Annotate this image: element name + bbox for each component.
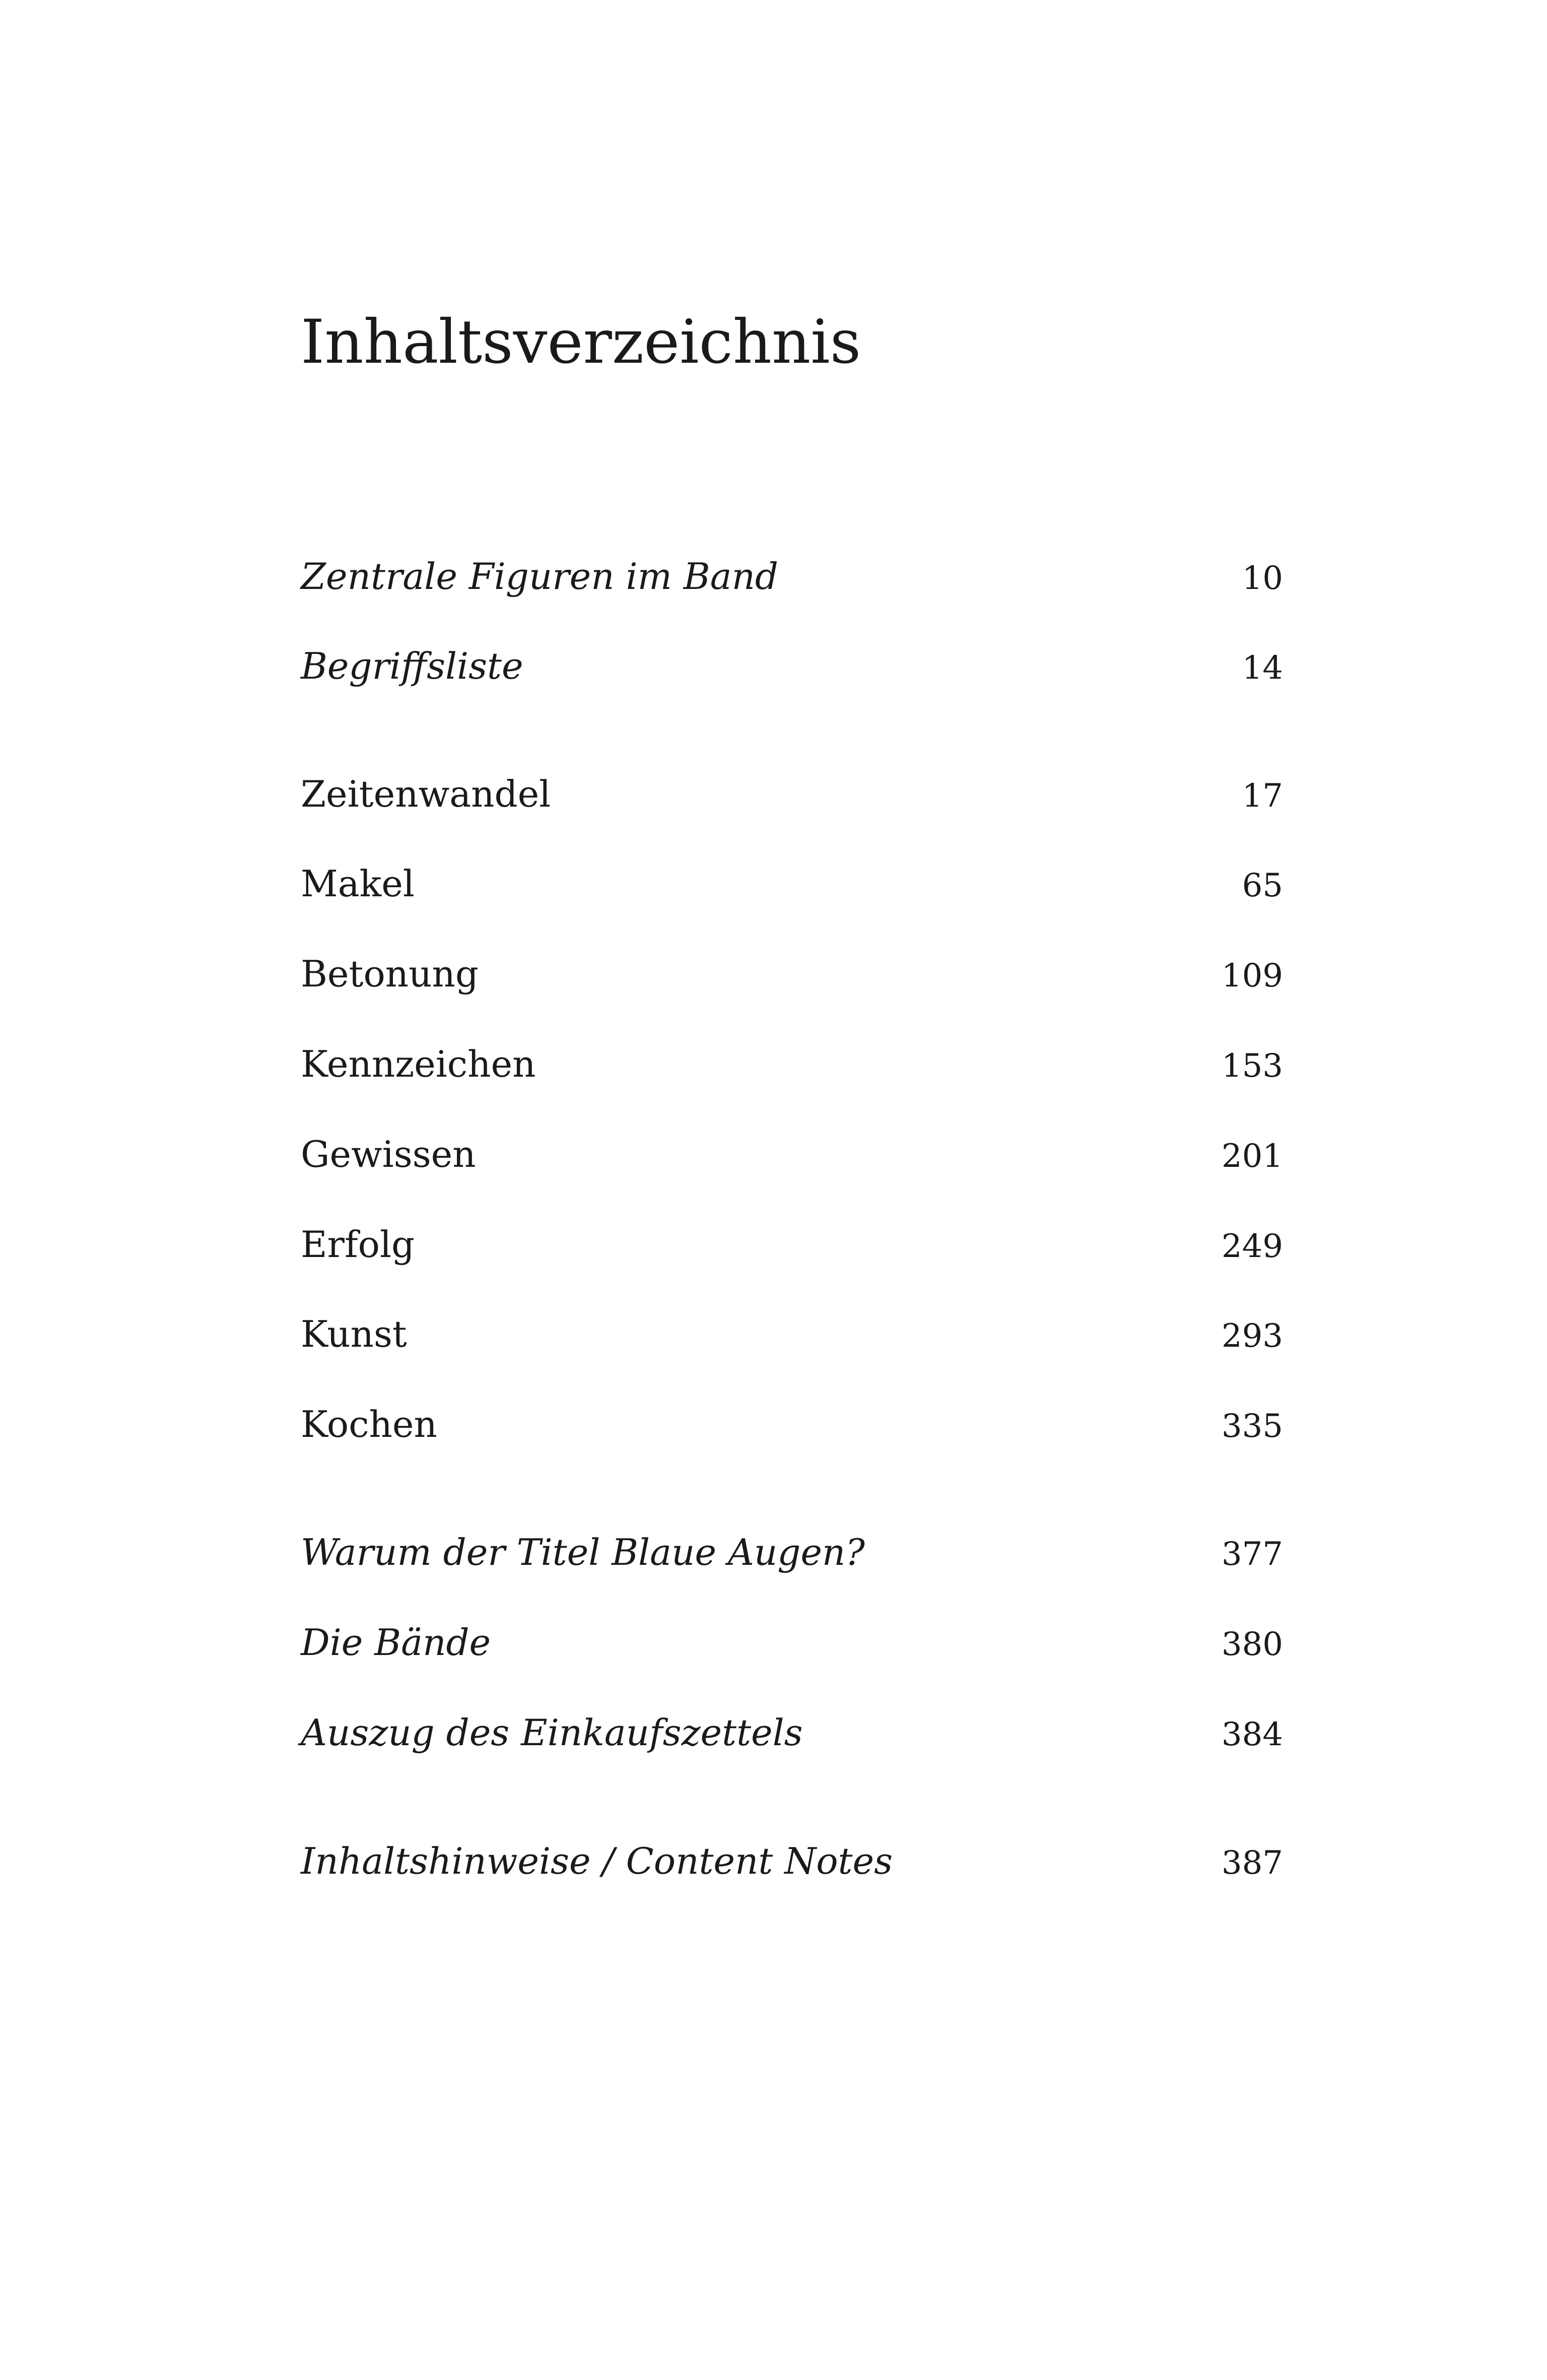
toc-entry-kochen	[301, 1397, 1283, 1445]
toc-entry-page-number: 293	[1221, 1317, 1283, 1355]
toc-entry-page-number: 335	[1221, 1408, 1283, 1445]
toc-entry-label: Warum der Titel Blaue Augen?	[301, 1531, 865, 1573]
toc-entry-die-baende	[301, 1615, 1283, 1664]
toc-entry-gewissen	[301, 1127, 1283, 1175]
toc-entry-page-number: 65	[1242, 867, 1283, 904]
toc-entry-zeitenwandel	[301, 767, 1283, 815]
toc-entry-kunst	[301, 1307, 1283, 1355]
toc-entry-page-number: 380	[1221, 1626, 1283, 1663]
toc-entry-page-number: 384	[1221, 1716, 1283, 1753]
toc-entry-label: Zeitenwandel	[301, 773, 551, 815]
toc-entry-page-number: 201	[1221, 1138, 1283, 1175]
toc-entry-auszug-einkaufszettel	[301, 1705, 1283, 1754]
toc-entry-makel	[301, 856, 1283, 905]
toc-entry-zentrale-figuren	[301, 549, 1283, 598]
toc-entry-label: Kochen	[301, 1403, 437, 1445]
toc-entry-content-notes	[301, 1834, 1283, 1882]
toc-entry-page-number: 249	[1221, 1228, 1283, 1265]
toc-entry-page-number: 109	[1221, 957, 1283, 995]
toc-entry-label: Kunst	[301, 1313, 407, 1355]
toc-entry-label: Makel	[301, 863, 415, 905]
toc-entry-page-number: 17	[1242, 777, 1283, 815]
toc-entry-kennzeichen	[301, 1037, 1283, 1085]
toc-entry-label: Auszug des Einkaufszettels	[301, 1711, 803, 1754]
toc-entry-label: Inhaltshinweise / Content Notes	[301, 1840, 893, 1882]
toc-entry-warum-der-titel	[301, 1525, 1283, 1573]
toc-entry-label: Zentrale Figuren im Band	[301, 555, 779, 598]
toc-entry-label: Begriffsliste	[301, 645, 523, 687]
toc-entry-label: Gewissen	[301, 1133, 476, 1175]
toc-entry-page-number: 377	[1221, 1536, 1283, 1573]
toc-entry-page-number: 153	[1221, 1047, 1283, 1085]
toc-entry-betonung	[301, 947, 1283, 995]
toc-entry-page-number: 10	[1242, 560, 1283, 597]
toc-entry-label: Kennzeichen	[301, 1043, 536, 1085]
page-title: Inhaltsverzeichnis	[301, 307, 861, 377]
toc-entry-label: Betonung	[301, 953, 479, 995]
toc-entry-label: Erfolg	[301, 1223, 415, 1266]
toc-entry-erfolg	[301, 1217, 1283, 1266]
toc-entry-page-number: 387	[1221, 1844, 1283, 1882]
toc-entry-begriffsliste	[301, 639, 1283, 687]
toc-entry-page-number: 14	[1242, 649, 1283, 687]
toc-entry-label: Die Bände	[301, 1621, 491, 1664]
